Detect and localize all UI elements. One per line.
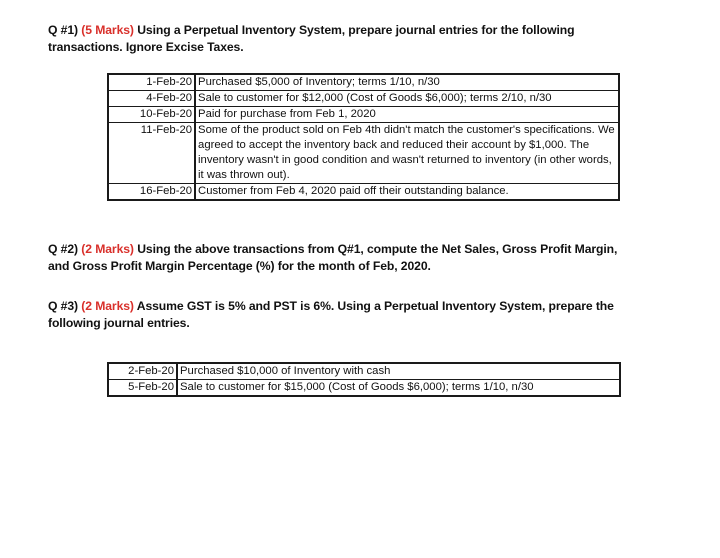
table-cell-description: Customer from Feb 4, 2020 paid off their outstanding balance. (195, 184, 619, 201)
table-cell-date: 1-Feb-20 (108, 74, 195, 91)
table-cell-date: 2-Feb-20 (108, 363, 177, 380)
question-2 (48, 241, 628, 275)
question-1-text: Using a Perpetual Inventory System, prepare journal entries for the following transactions. Ignore Excise Taxes. (48, 23, 575, 54)
transactions-table-q3 (107, 362, 621, 397)
table-row (108, 107, 619, 123)
table-cell-date: 4-Feb-20 (108, 91, 195, 107)
question-1-marks: (5 Marks) (81, 23, 134, 37)
table-row (108, 91, 619, 107)
table-row (108, 380, 620, 397)
question-3 (48, 298, 628, 332)
table-cell-date: 11-Feb-20 (108, 123, 195, 184)
table-cell-date: 16-Feb-20 (108, 184, 195, 201)
table-row (108, 363, 620, 380)
question-3-text: Assume GST is 5% and PST is 6%. Using a Perpetual Inventory System, prepare the following journal entries. (48, 299, 614, 330)
table-cell-description: Sale to customer for $12,000 (Cost of Goods $6,000); terms 2/10, n/30 (195, 91, 619, 107)
table-row (108, 74, 619, 91)
table-row (108, 184, 619, 201)
transactions-table-q1 (107, 73, 620, 201)
table-cell-date: 5-Feb-20 (108, 380, 177, 397)
question-3-marks: (2 Marks) (81, 299, 134, 313)
question-1-label: Q #1) (48, 23, 78, 37)
table-cell-description: Purchased $5,000 of Inventory; terms 1/10, n/30 (195, 74, 619, 91)
table-cell-description: Paid for purchase from Feb 1, 2020 (195, 107, 619, 123)
table-cell-description: Some of the product sold on Feb 4th didn't match the customer's specifications. We agreed to accept the inventory back and reduced their account by $1,000. The inventory wasn't in good condition and wasn't returned to inventory (in other words, it was thrown out). (195, 123, 619, 184)
question-2-marks: (2 Marks) (81, 242, 134, 256)
table-cell-description: Sale to customer for $15,000 (Cost of Goods $6,000); terms 1/10, n/30 (177, 380, 620, 397)
table-cell-description: Purchased $10,000 of Inventory with cash (177, 363, 620, 380)
question-2-text: Using the above transactions from Q#1, compute the Net Sales, Gross Profit Margin, and Gross Profit Margin Percentage (%) for the month of Feb, 2020. (48, 242, 618, 273)
question-1 (48, 22, 628, 56)
question-3-label: Q #3) (48, 299, 78, 313)
table-row (108, 123, 619, 184)
question-2-label: Q #2) (48, 242, 78, 256)
table-cell-date: 10-Feb-20 (108, 107, 195, 123)
